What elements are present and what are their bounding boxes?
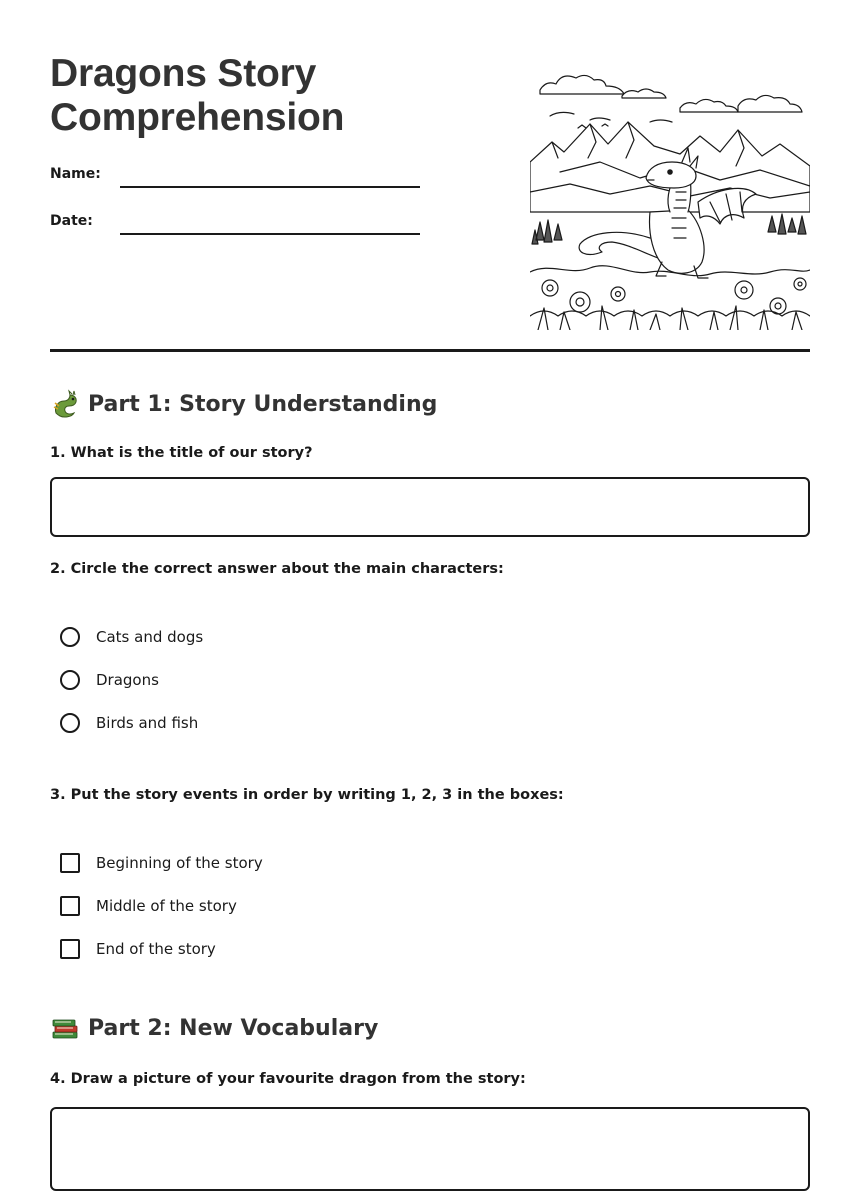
q3-event-beginning[interactable] bbox=[60, 850, 263, 876]
q3-event-end[interactable] bbox=[60, 936, 216, 962]
q2-option-cats-and-dogs[interactable] bbox=[60, 624, 203, 650]
question-4: 4. Draw a picture of your favourite dragon from the story: bbox=[50, 1071, 526, 1087]
name-label: Name: bbox=[50, 166, 101, 182]
dragon-icon bbox=[50, 389, 80, 419]
page-title: Dragons Story Comprehension bbox=[50, 52, 345, 139]
option-label: End of the story bbox=[96, 940, 216, 958]
q2-option-birds-and-fish[interactable] bbox=[60, 710, 198, 736]
question-4-drawing-box[interactable] bbox=[50, 1107, 810, 1191]
name-field bbox=[50, 160, 420, 190]
option-label: Birds and fish bbox=[96, 714, 199, 732]
part1-heading bbox=[50, 388, 437, 420]
part1-heading-text: Part 1: Story Understanding bbox=[88, 391, 438, 417]
part2-heading bbox=[50, 1012, 378, 1044]
option-label: Middle of the story bbox=[96, 897, 237, 915]
date-write-line[interactable] bbox=[120, 233, 420, 235]
name-write-line[interactable] bbox=[120, 186, 420, 188]
date-field bbox=[50, 207, 420, 237]
question-2: 2. Circle the correct answer about the main characters: bbox=[50, 561, 504, 577]
header-divider bbox=[50, 349, 810, 352]
order-box[interactable] bbox=[60, 853, 80, 873]
option-label: Beginning of the story bbox=[96, 854, 263, 872]
question-3: 3. Put the story events in order by writing 1, 2, 3 in the boxes: bbox=[50, 787, 564, 803]
part2-heading-text: Part 2: New Vocabulary bbox=[88, 1015, 379, 1041]
dragon-landscape-illustration bbox=[530, 62, 810, 330]
radio-circle[interactable] bbox=[60, 627, 80, 647]
radio-circle[interactable] bbox=[60, 713, 80, 733]
option-label: Cats and dogs bbox=[96, 628, 204, 646]
option-label: Dragons bbox=[96, 671, 159, 689]
radio-circle[interactable] bbox=[60, 670, 80, 690]
q3-event-middle[interactable] bbox=[60, 893, 237, 919]
order-box[interactable] bbox=[60, 939, 80, 959]
books-icon bbox=[50, 1013, 80, 1043]
question-1-answer-box[interactable] bbox=[50, 477, 810, 537]
date-label: Date: bbox=[50, 213, 93, 229]
question-1: 1. What is the title of our story? bbox=[50, 445, 313, 461]
q2-option-dragons[interactable] bbox=[60, 667, 159, 693]
order-box[interactable] bbox=[60, 896, 80, 916]
